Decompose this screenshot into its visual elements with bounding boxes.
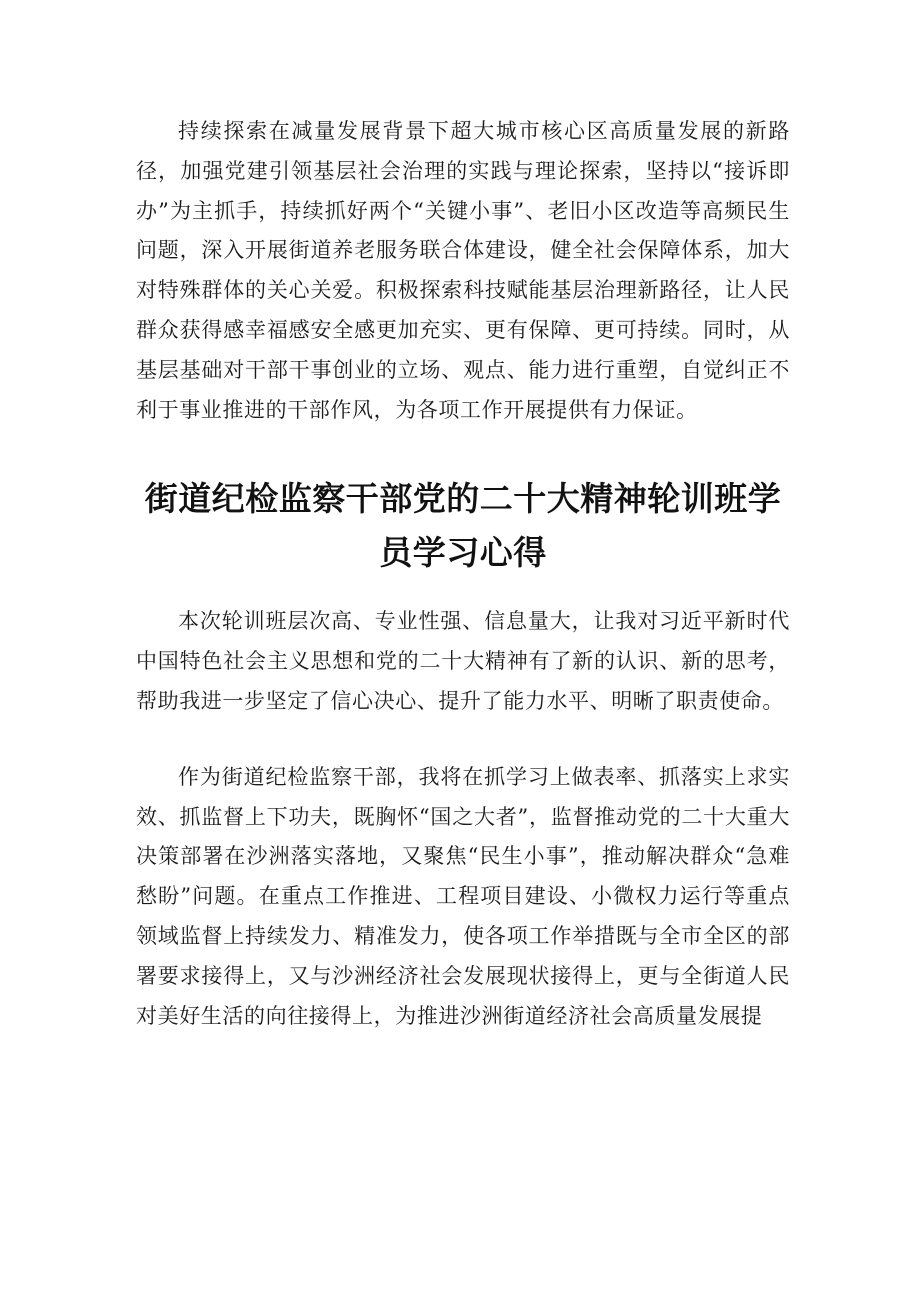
section-title-line-1: 街道纪检监察干部党的二十大精神轮训班学 [144, 479, 782, 519]
document-page [136, 112, 790, 1036]
section-title [136, 472, 790, 580]
body-paragraph-1: 持续探索在减量发展背景下超大城市核心区高质量发展的新路径，加强党建引领基层社会治理的实践与理论探索，坚持以“接诉即办”为主抓手，持续抓好两个“关键小事”、老旧小区改造等高频民生问题，深入开展街道养老服务联合体建设，健全社会保障体系，加大对特殊群体的关心关爱。积极探索科技赋能基层治理新路径，让人民群众获得感幸福感安全感更加充实、更有保障、更可持续。同时，从基层基础对干部干事创业的立场、观点、能力进行重塑，自觉纠正不利于事业推进的干部作风，为各项工作开展提供有力保证。 [136, 119, 790, 422]
section-title-line-2: 员学习心得 [379, 533, 547, 573]
body-paragraph-2: 本次轮训班层次高、专业性强、信息量大，让我对习近平新时代中国特色社会主义思想和党的二十大精神有了新的认识、新的思考，帮助我进一步坚定了信心决心、提升了能力水平、明晰了职责使命。 [136, 609, 790, 713]
body-paragraph-3: 作为街道纪检监察干部，我将在抓学习上做表率、抓落实上求实效、抓监督上下功夫，既胸怀“国之大者”，监督推动党的二十大重大决策部署在沙洲落实落地，又聚焦“民生小事”，推动解决群众“急难愁盼”问题。在重点工作推进、工程项目建设、小微权力运行等重点领域监督上持续发力、精准发力，使各项工作举措既与全市全区的部署要求接得上，又与沙洲经济社会发展现状接得上，更与全街道人民对美好生活的向往接得上，为推进沙洲街道经济社会高质量发展提 [136, 764, 790, 1028]
